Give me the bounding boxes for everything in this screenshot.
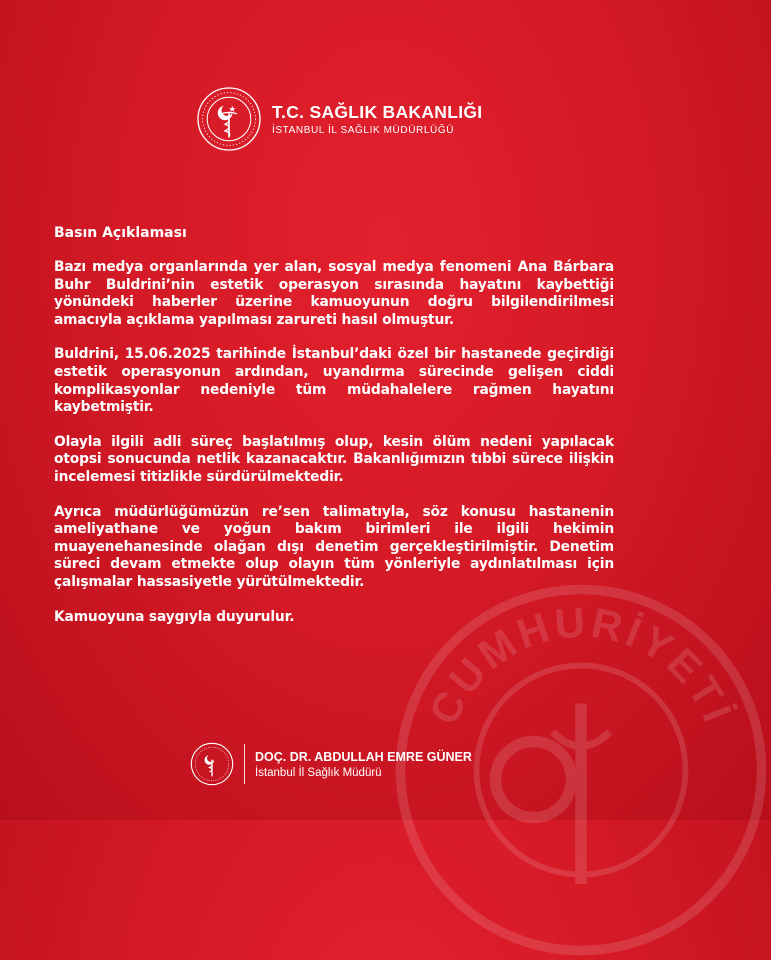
watermark-text: CUMHURİYETİ (419, 598, 743, 732)
closing-line: Kamuoyuna saygıyla duyurulur. (54, 608, 295, 625)
signature-footer (190, 742, 472, 786)
page-header (196, 86, 482, 152)
signatory-role: İstanbul İl Sağlık Müdürü (255, 766, 382, 779)
signatory-name: DOÇ. DR. ABDULLAH EMRE GÜNER (255, 749, 472, 764)
directorate-subtitle: İSTANBUL İL SAĞLIK MÜDÜRLÜĞÜ (272, 125, 455, 136)
paragraph: Olayla ilgili adli süreç başlatılmış olup, kesin ölüm nedeni yapılacak otopsi sonucunda netlik kazanacaktır. Bakanlığımızın tıbbi sürece ilişkin incelemesi titizlikle sürdürülmektedir. (54, 433, 614, 485)
paragraph: Ayrıca müdürlüğümüzün re’sen talimatıyla, söz konusu hastanenin ameliyathane ve yoğun bakım birimleri ile ilgili hekimin muayenehanesinde olağan dışı denetim gerçekleştirilmiştir. Denetim süreci devam etmekte olup olayın tüm yönleriyle aydınlatılması için çalışmalar hassasiyetle yürütülmektedir. (54, 503, 614, 590)
paragraph: Bazı medya organlarında yer alan, sosyal medya fenomeni Ana Bárbara Buhr Buldrini’nin estetik operasyon sırasında hayatını kaybettiği yönündeki haberler üzerine kamuoyunun doğru bilgilendirilmesi amacıyla açıklama yapılması zarureti hasıl olmuştur. (54, 259, 614, 328)
press-release-body (54, 224, 614, 643)
ministry-of-health-emblem-icon (190, 742, 234, 786)
ministry-of-health-emblem-icon (196, 86, 262, 152)
footer-divider (244, 744, 245, 784)
press-release-heading: Basın Açıklaması (54, 225, 187, 241)
ministry-title: T.C. SAĞLIK BAKANLIĞI (272, 102, 483, 122)
paragraph: Buldrini, 15.06.2025 tarihinde İstanbul’daki özel bir hastanede geçirdiği estetik operasyonun ardından, uyandırma sürecinde gelişen ciddi komplikasyonlar nedeniyle tüm müdahalelere rağmen hayatını kaybetmiştir. (54, 346, 614, 416)
